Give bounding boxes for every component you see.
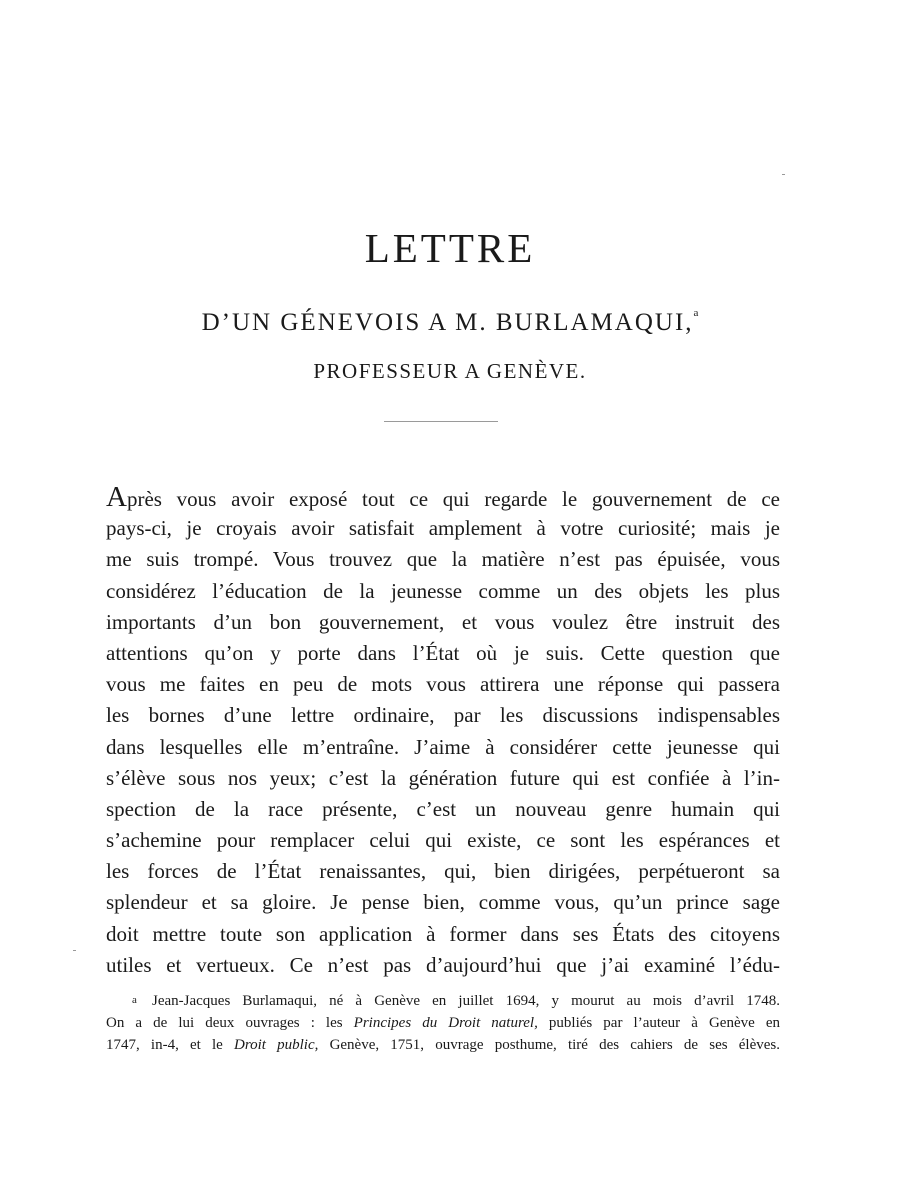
text-line: me suis trompé. Vous trouvez que la matière n’est pas épuisée, vous xyxy=(106,547,780,572)
section-divider xyxy=(384,421,498,422)
text-line: s’élève sous nos yeux; c’est la génération future qui est confiée à l’in- xyxy=(106,765,780,790)
scan-speck xyxy=(73,950,76,951)
text-line: les forces de l’État renaissantes, qui, bien dirigées, perpétueront sa xyxy=(106,859,780,884)
drop-capital: A xyxy=(106,481,127,513)
page-title: LETTRE xyxy=(364,225,536,271)
text-line: s’achemine pour remplacer celui qui existe, ce sont les espérances et xyxy=(106,828,780,853)
footnote-marker: a xyxy=(132,994,137,1006)
footnote-line xyxy=(106,1034,780,1056)
text-line: attentions qu’on y porte dans l’État où je suis. Cette question que xyxy=(106,640,780,665)
text-line: considérez l’éducation de la jeunesse comme un des objets les plus xyxy=(106,578,780,603)
text-line: splendeur et sa gloire. Je pense bien, comme vous, qu’un prince sage xyxy=(106,890,780,915)
footnote-line xyxy=(106,1012,780,1034)
scan-speck xyxy=(782,174,785,175)
footnote-line-text: Genève, 1751, ouvrage posthume, tiré des cahiers de ses élèves. xyxy=(318,1037,780,1053)
text-line: importants d’un bon gouvernement, et vous voulez être instruit des xyxy=(106,609,780,634)
footnote-line-text: publiés par l’auteur à Genève en xyxy=(537,1015,780,1031)
subtitle-text: D’UN GÉNEVOIS A M. BURLAMAQUI, xyxy=(201,309,694,336)
text-line: vous me faites en peu de mots vous attirera une réponse qui passera xyxy=(106,672,780,697)
work-title: Droit public, xyxy=(234,1037,319,1053)
footnote xyxy=(106,990,780,1056)
letter-subtitle-secondary: PROFESSEUR A GENÈVE. xyxy=(313,359,587,383)
footnote-reference-marker: a xyxy=(693,307,699,319)
body-paragraph xyxy=(106,482,780,981)
footnote-line-text: On a de lui deux ouvrages : les xyxy=(106,1015,354,1031)
letter-subtitle xyxy=(0,307,900,336)
work-title: Principes du Droit naturel, xyxy=(353,1015,538,1031)
footnote-line xyxy=(106,990,780,1012)
text-line: dans lesquelles elle m’entraîne. J’aime à considérer cette jeunesse qui xyxy=(106,734,780,759)
text-line: utiles et vertueux. Ce n’est pas d’aujourd’hui que j’ai examiné l’édu- xyxy=(106,952,780,977)
text-line xyxy=(106,482,780,513)
text-line: les bornes d’une lettre ordinaire, par les discussions indispensables xyxy=(106,703,780,728)
text-line: spection de la race présente, c’est un nouveau genre humain qui xyxy=(106,796,780,821)
text-line-content: près vous avoir exposé tout ce qui regarde le gouvernement de ce xyxy=(126,487,780,511)
footnote-line-text: 1747, in-4, et le xyxy=(106,1037,235,1053)
footnote-line-text: Jean-Jacques Burlamaqui, né à Genève en juillet 1694, y mourut au mois d’avril 1748. xyxy=(152,993,780,1009)
text-line: doit mettre toute son application à former dans ses États des citoyens xyxy=(106,921,780,946)
text-line: pays-ci, je croyais avoir satisfait amplement à votre curiosité; mais je xyxy=(106,516,780,541)
